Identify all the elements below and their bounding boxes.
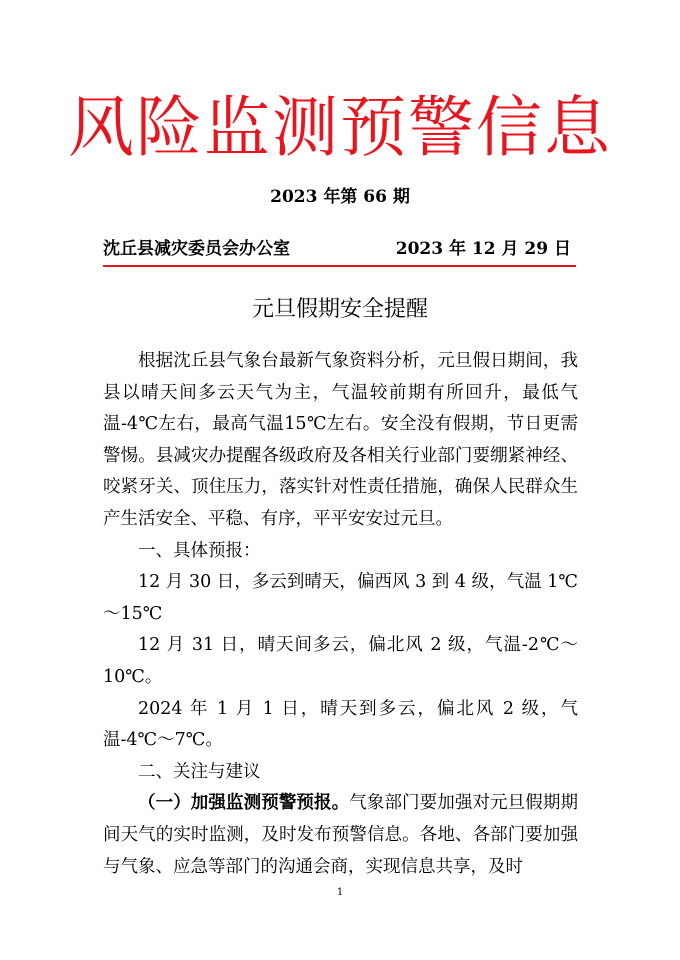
section-heading-forecast: 一、具体预报： <box>138 540 261 561</box>
forecast-item-jan1: 2024 年 1 月 1 日，晴天到多云，偏北风 2 级，气温-4℃～7℃。 <box>103 698 578 751</box>
issuer-row <box>103 236 575 262</box>
issuer-name: 沈丘县减灾委员会办公室 <box>103 239 290 259</box>
issue-date: 2023 年 12 月 29 日 <box>395 239 571 259</box>
section-heading-advice: 二、关注与建议 <box>138 761 261 782</box>
intro-paragraph: 根据沈丘县气象台最新气象资料分析，元旦假日期间，我县以晴天间多云天气为主，气温较前期有所回升，最低气温-4℃左右，最高气温15℃左右。安全没有假期，节日更需警惕。县减灾办提醒各级政府及各相关行业部门要绷紧神经、咬紧牙关、顶住压力，落实针对性责任措施，确保人民群众生产生活安全、平稳、有序，平平安安过元旦。 <box>103 351 578 529</box>
forecast-item-dec31: 12 月 31 日，晴天间多云，偏北风 2 级，气温-2℃～10℃。 <box>103 635 578 687</box>
advice-item-1-lead: （一）加强监测预警预报。 <box>138 793 350 814</box>
issue-number: 2023 年第 66 期 <box>270 187 410 207</box>
page-number: 1 <box>336 887 344 898</box>
document-body <box>103 346 578 883</box>
forecast-item-dec30: 12 月 30 日，多云到晴天，偏西风 3 到 4 级，气温 1℃～15℃ <box>103 572 578 624</box>
advice-item-1 <box>103 788 578 883</box>
masthead-title: 风险监测预警信息 <box>68 89 612 166</box>
advice-item-1-text: 气象部门要加强对元旦假期期间天气的实时监测，及时发布预警信息。各地、各部门要加强与气象、应急等部门的沟通会商，实现信息共享，及时 <box>103 793 578 877</box>
document-title: 元旦假期安全提醒 <box>251 297 428 322</box>
red-divider <box>103 265 576 267</box>
